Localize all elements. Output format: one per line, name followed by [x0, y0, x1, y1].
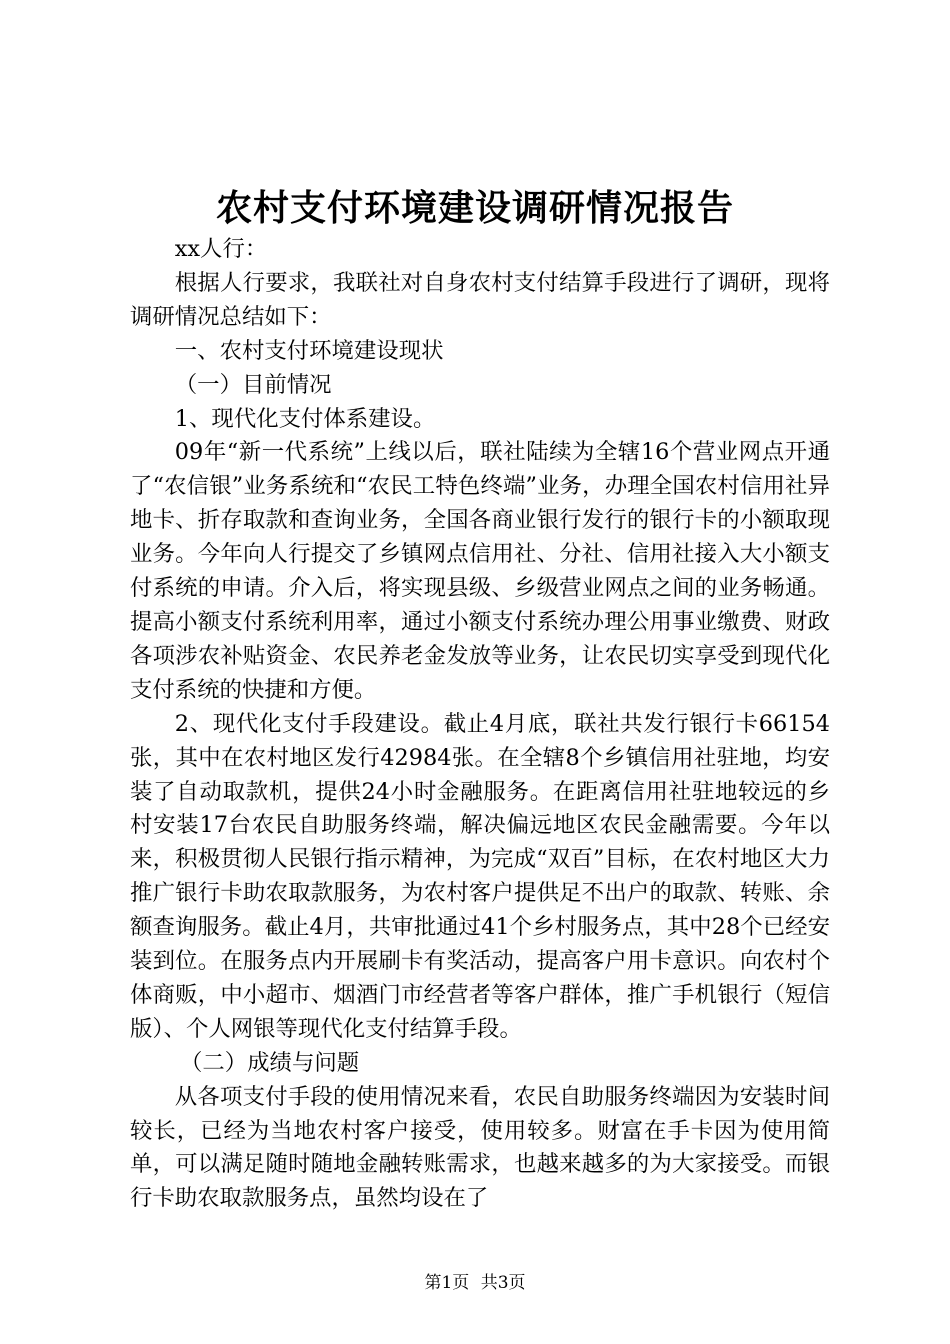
document-body — [130, 233, 830, 1216]
paragraph-results: 从各项支付手段的使用情况来看，农民自助服务终端因为安装时间较长，已经为当地农村客户接受，使用较多。财富在手卡因为使用简单，可以满足随时随地金融转账需求，也越来越多的为大家接受。而银行卡助农取款服务点，虽然均设在了 — [130, 1083, 830, 1212]
salutation: xx人行： — [174, 236, 268, 262]
page-footer — [0, 1268, 950, 1293]
paragraph-intro: 根据人行要求，我联社对自身农村支付结算手段进行了调研，现将调研情况总结如下： — [130, 269, 830, 330]
heading-subsection-2: （二）成绩与问题 — [180, 1049, 360, 1076]
page-number: 第1页 — [424, 1273, 470, 1293]
paragraph-payment-means: 2、现代化支付手段建设。截止4月底，联社共发行银行卡66154张，其中在农村地区发行42984张。在全辖8个乡镇信用社驻地，均安装了自动取款机，提供24小时金融服务。在距离信用社驻地较远的乡村安装17台农民自助服务终端，解决偏远地区农民金融需要。今年以来，积极贯彻人民银行指示精神，为完成“双百”目标，在农村地区大力推广银行卡助农取款服务，为农村客户提供足不出户的取款、转账、余额查询服务。截止4月，共审批通过41个乡村服务点，其中28个已经安装到位。在服务点内开展刷卡有奖活动，提高客户用卡意识。向农村个体商贩，中小超市、烟酒门市经营者等客户群体，推广手机银行（短信版）、个人网银等现代化支付结算手段。 — [130, 710, 830, 1042]
paragraph-payment-system: 09年“新一代系统”上线以后，联社陆续为全辖16个营业网点开通了“农信银”业务系统和“农民工特色终端”业务，办理全国农村信用社异地卡、折存取款和查询业务，全国各商业银行发行的银行卡的小额取现业务。今年向人行提交了乡镇网点信用社、分社、信用社接入大小额支付系统的申请。介入后，将实现县级、乡级营业网点之间的业务畅通。提高小额支付系统利用率，通过小额支付系统办理公用事业缴费、财政各项涉农补贴资金、农民养老金发放等业务，让农民切实享受到现代化支付系统的快捷和方便。 — [130, 439, 830, 703]
page-total: 共3页 — [480, 1273, 526, 1293]
document-title: 农村支付环境建设调研情况报告 — [215, 187, 734, 229]
heading-section-1: 一、农村支付环境建设现状 — [174, 337, 444, 364]
heading-item-1: 1、现代化支付体系建设。 — [174, 405, 436, 432]
heading-subsection-1: （一）目前情况 — [174, 371, 332, 398]
